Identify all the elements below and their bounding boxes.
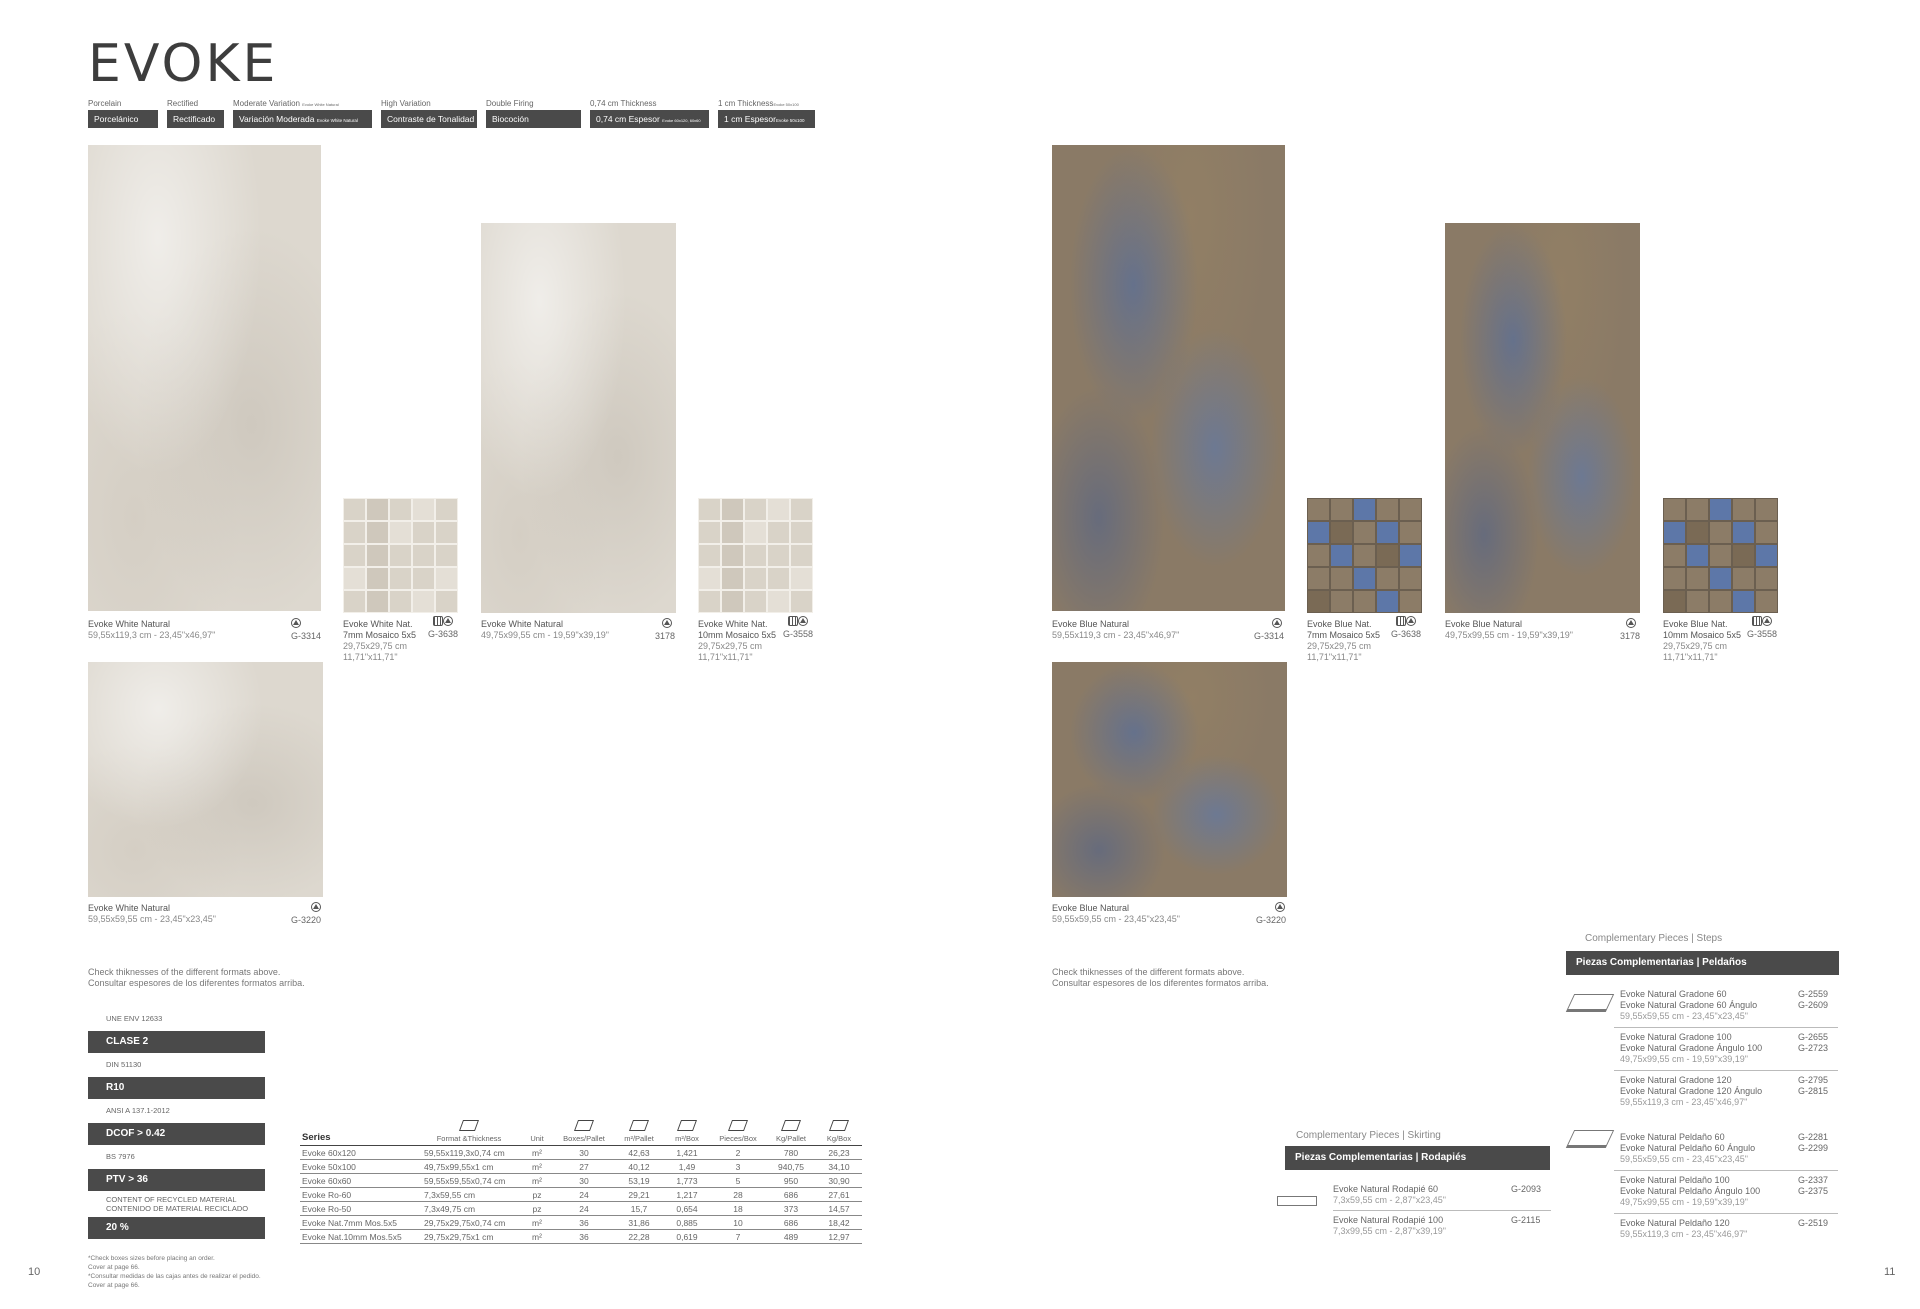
tile-image-blue-60x120	[1052, 145, 1285, 611]
standard-label: BS 7976	[106, 1152, 135, 1161]
table-cell: m²	[520, 1174, 554, 1188]
caption-white-mosaic-7mm: Evoke White Nat. 7mm Mosaico 5x5 29,75x29,75 cm 11,71"x11,71"	[343, 619, 417, 662]
steps-title: Complementary Pieces | Steps	[1585, 933, 1723, 944]
product-code: 3178	[1620, 631, 1641, 641]
rectified-icon	[291, 618, 301, 628]
table-row	[300, 1174, 862, 1188]
caption-blue-60x60: Evoke Blue Natural 59,55x59,55 cm - 23,45"x23,45"	[1052, 903, 1180, 924]
icon-white-50x100	[662, 617, 672, 628]
table-cell: 30	[554, 1174, 614, 1188]
col-header: Format &Thickness	[418, 1120, 520, 1146]
feature-high-variation: High Variation Contraste de Tonalidad	[381, 99, 477, 128]
tile-image-white-60x120	[88, 145, 321, 611]
table-cell: Evoke Nat.7mm Mos.5x5	[300, 1216, 418, 1230]
table-cell: 940,75	[766, 1160, 816, 1174]
skirting-bar: Piezas Complementarias | Rodapiés	[1285, 1146, 1550, 1170]
icon-white-60x60	[311, 901, 321, 912]
step-group: Evoke Natural Gradone 120 Evoke Natural Gradone 120 Ángulo 59,55x119,3 cm - 23,45"x46,97" G-2795 G-2815	[1620, 1075, 1829, 1107]
table-cell: 31,86	[614, 1216, 664, 1230]
standard-label: DIN 51130	[106, 1060, 142, 1069]
page-title: EVOKE	[88, 34, 279, 94]
rectified-icon	[662, 618, 672, 628]
tile-image-white-mosaic-7mm	[343, 498, 458, 613]
table-cell: 24	[554, 1188, 614, 1202]
rectified-icon	[311, 902, 321, 912]
caption-white-mosaic-10mm: Evoke White Nat. 10mm Mosaico 5x5 29,75x29,75 cm 11,71"x11,71"	[698, 619, 777, 662]
icons-white-mosaic-7mm	[433, 615, 453, 626]
table-cell: 1,217	[664, 1188, 710, 1202]
product-code: G-3638	[428, 629, 459, 639]
pallet-boxes-icon	[574, 1120, 594, 1131]
table-cell: 489	[766, 1230, 816, 1244]
table-row	[300, 1146, 862, 1160]
table-cell: m²	[520, 1216, 554, 1230]
table-cell: 7,3x49,75 cm	[418, 1202, 520, 1216]
table-cell: 686	[766, 1216, 816, 1230]
tile-image-blue-50x100	[1445, 223, 1640, 613]
tile-image-blue-mosaic-7mm	[1307, 498, 1422, 613]
table-cell: 7,3x59,55 cm	[418, 1188, 520, 1202]
mosaic-icon	[433, 616, 443, 626]
table-header-row	[300, 1120, 862, 1146]
table-cell: 0,885	[664, 1216, 710, 1230]
rectified-icon	[1272, 618, 1282, 628]
table-cell: 26,23	[816, 1146, 862, 1160]
divider	[1333, 1210, 1551, 1211]
table-cell: 29,75x29,75x0,74 cm	[418, 1216, 520, 1230]
tile-image-white-mosaic-10mm	[698, 498, 813, 613]
badge-slip-class: CLASE 2	[88, 1031, 265, 1053]
divider	[1614, 1070, 1838, 1071]
icon-blue-60x60	[1275, 901, 1285, 912]
table-cell: 49,75x99,55x1 cm	[418, 1160, 520, 1174]
col-header: Kg/Box	[816, 1120, 862, 1146]
table-cell: 34,10	[816, 1160, 862, 1174]
table-cell: 36	[554, 1230, 614, 1244]
table-row	[300, 1188, 862, 1202]
box-pieces-icon	[728, 1120, 748, 1131]
table-cell: 59,55x59,55x0,74 cm	[418, 1174, 520, 1188]
pallet-weight-icon	[781, 1120, 801, 1131]
tile-image-white-50x100	[481, 223, 676, 613]
table-cell: 0,619	[664, 1230, 710, 1244]
feature-thickness-1cm: 1 cm ThicknessEvoke 50x100 1 cm EspesorEvoke 50x100	[718, 99, 815, 128]
col-header: Unit	[520, 1120, 554, 1146]
icons-blue-mosaic-7mm	[1396, 615, 1416, 626]
table-cell: m²	[520, 1230, 554, 1244]
step-group: Evoke Natural Peldaño 60 Evoke Natural Peldaño 60 Ángulo 59,55x59,55 cm - 23,45"x23,45" G-2281 G-2299	[1620, 1132, 1829, 1164]
tile-image-blue-mosaic-10mm	[1663, 498, 1778, 613]
product-code: G-3638	[1391, 629, 1422, 639]
mosaic-icon	[1752, 616, 1762, 626]
table-cell: Evoke 60x60	[300, 1174, 418, 1188]
badge-recycled: 20 %	[88, 1217, 265, 1239]
badge-dcof: DCOF > 0.42	[88, 1123, 265, 1145]
table-cell: 5	[710, 1174, 766, 1188]
col-header: Series	[300, 1120, 418, 1146]
table-cell: 10	[710, 1216, 766, 1230]
caption-blue-mosaic-7mm: Evoke Blue Nat. 7mm Mosaico 5x5 29,75x29,75 cm 11,71"x11,71"	[1307, 619, 1381, 662]
caption-white-60x120: Evoke White Natural 59,55x119,3 cm - 23,45"x46,97"	[88, 619, 216, 640]
table-cell: Evoke 60x120	[300, 1146, 418, 1160]
badge-ptv: PTV > 36	[88, 1169, 265, 1191]
steps-bar: Piezas Complementarias | Peldaños	[1566, 951, 1839, 975]
standard-label: ANSI A 137.1-2012	[106, 1106, 170, 1115]
spec-table	[300, 1120, 862, 1244]
table-cell: 36	[554, 1216, 614, 1230]
divider	[1614, 1027, 1838, 1028]
table-cell: 29,21	[614, 1188, 664, 1202]
table-row	[300, 1202, 862, 1216]
table-cell: 40,12	[614, 1160, 664, 1174]
rectified-icon	[1406, 616, 1416, 626]
table-cell: 18,42	[816, 1216, 862, 1230]
table-cell: m²	[520, 1160, 554, 1174]
table-cell: 686	[766, 1188, 816, 1202]
table-cell: 27,61	[816, 1188, 862, 1202]
caption-blue-50x100: Evoke Blue Natural 49,75x99,55 cm - 19,59"x39,19"	[1445, 619, 1573, 640]
table-cell: 59,55x119,3x0,74 cm	[418, 1146, 520, 1160]
standard-label: UNE ENV 12633	[106, 1014, 163, 1023]
feature-double-firing: Double Firing Biococión	[486, 99, 581, 128]
mosaic-icon	[1396, 616, 1406, 626]
table-cell: 29,75x29,75x1 cm	[418, 1230, 520, 1244]
box-weight-icon	[829, 1120, 849, 1131]
gradone-icon	[1566, 994, 1614, 1012]
table-cell: 373	[766, 1202, 816, 1216]
col-header: Pieces/Box	[710, 1120, 766, 1146]
rectified-icon	[1626, 618, 1636, 628]
icons-blue-mosaic-10mm	[1752, 615, 1772, 626]
product-code: G-3220	[1256, 915, 1287, 925]
product-code: G-3558	[783, 629, 814, 639]
table-cell: 42,63	[614, 1146, 664, 1160]
feature-moderate-variation: Moderate Variation Evoke White Natural Variación Moderada Evoke White Natural	[233, 99, 372, 128]
code-white-60x120	[291, 617, 301, 628]
table-cell: Evoke Ro-50	[300, 1202, 418, 1216]
icon-blue-50x100	[1626, 617, 1636, 628]
caption-blue-60x120: Evoke Blue Natural 59,55x119,3 cm - 23,45"x46,97"	[1052, 619, 1180, 640]
table-cell: 1,773	[664, 1174, 710, 1188]
col-header: m²/Pallet	[614, 1120, 664, 1146]
table-cell: Evoke Ro-60	[300, 1188, 418, 1202]
table-cell: 24	[554, 1202, 614, 1216]
skirting-item: Evoke Natural Rodapié 60 7,3x59,55 cm - 2,87"x23,45" G-2093	[1333, 1184, 1542, 1205]
product-code: G-3314	[1254, 631, 1285, 641]
table-cell: 12,97	[816, 1230, 862, 1244]
table-cell: 53,19	[614, 1174, 664, 1188]
col-header: m²/Box	[664, 1120, 710, 1146]
tile-image-blue-60x60	[1052, 662, 1287, 897]
divider	[1614, 1213, 1838, 1214]
table-row	[300, 1216, 862, 1230]
rectified-icon	[798, 616, 808, 626]
feature-rectified: Rectified Rectificado	[167, 99, 224, 128]
col-header: Boxes/Pallet	[554, 1120, 614, 1146]
table-cell: 22,28	[614, 1230, 664, 1244]
table-cell: Evoke 50x100	[300, 1160, 418, 1174]
page-number-right: 11	[1884, 1266, 1896, 1278]
table-cell: 30	[554, 1146, 614, 1160]
caption-blue-mosaic-10mm: Evoke Blue Nat. 10mm Mosaico 5x5 29,75x29,75 cm 11,71"x11,71"	[1663, 619, 1742, 662]
step-group: Evoke Natural Gradone 60 Evoke Natural Gradone 60 Ángulo 59,55x59,55 cm - 23,45"x23,45" G-2559 G-2609	[1620, 989, 1829, 1021]
table-cell: 950	[766, 1174, 816, 1188]
icons-white-mosaic-10mm	[788, 615, 808, 626]
table-cell: 14,57	[816, 1202, 862, 1216]
table-cell: 7	[710, 1230, 766, 1244]
product-code: G-3314	[291, 631, 322, 641]
divider	[1614, 1170, 1838, 1171]
product-code: 3178	[655, 631, 676, 641]
table-cell: 2	[710, 1146, 766, 1160]
table-cell: pz	[520, 1202, 554, 1216]
skirting-title: Complementary Pieces | Skirting	[1296, 1130, 1441, 1141]
footnotes: *Check boxes sizes before placing an order. Cover at page 66. *Consultar medidas de las cajas antes de realizar el pedido. Cover at page 66.	[88, 1255, 261, 1289]
table-cell: 18	[710, 1202, 766, 1216]
table-row	[300, 1160, 862, 1174]
rectified-icon	[1762, 616, 1772, 626]
feature-thickness-074: 0,74 cm Thickness 0,74 cm Espesor Evoke 60x120, 60x60	[590, 99, 709, 128]
thickness-note-left: Check thiknesses of the different formats above. Consultar espesores de los diferentes formatos arriba.	[88, 967, 305, 988]
table-cell: 27	[554, 1160, 614, 1174]
skirting-icon	[1277, 1196, 1317, 1206]
tile-image-white-60x60	[88, 662, 323, 897]
rectified-icon	[443, 616, 453, 626]
table-cell: 1,421	[664, 1146, 710, 1160]
table-cell: Evoke Nat.10mm Mos.5x5	[300, 1230, 418, 1244]
caption-white-60x60: Evoke White Natural 59,55x59,55 cm - 23,45"x23,45"	[88, 903, 216, 924]
product-code: G-3220	[291, 915, 322, 925]
peldano-icon	[1566, 1130, 1614, 1148]
thickness-note-right: Check thiknesses of the different formats above. Consultar espesores de los diferentes formatos arriba.	[1052, 967, 1269, 988]
mosaic-icon	[788, 616, 798, 626]
standard-recycled: CONTENT OF RECYCLED MATERIAL CONTENIDO DE MATERIAL RECICLADO	[106, 1195, 249, 1213]
table-cell: 28	[710, 1188, 766, 1202]
table-cell: 30,90	[816, 1174, 862, 1188]
caption-white-50x100: Evoke White Natural 49,75x99,55 cm - 19,59"x39,19"	[481, 619, 609, 640]
table-cell: 3	[710, 1160, 766, 1174]
step-group: Evoke Natural Peldaño 120 59,55x119,3 cm - 23,45"x46,97" G-2519	[1620, 1218, 1829, 1239]
table-cell: 15,7	[614, 1202, 664, 1216]
pallet-area-icon	[629, 1120, 649, 1131]
table-cell: 0,654	[664, 1202, 710, 1216]
table-cell: pz	[520, 1188, 554, 1202]
step-group: Evoke Natural Gradone 100 Evoke Natural Gradone Ángulo 100 49,75x99,55 cm - 19,59"x39,19" G-2655 G-2723	[1620, 1032, 1829, 1064]
page-number-left: 10	[28, 1266, 41, 1278]
box-area-icon	[677, 1120, 697, 1131]
table-cell: m²	[520, 1146, 554, 1160]
skirting-item: Evoke Natural Rodapié 100 7,3x99,55 cm - 2,87"x39,19" G-2115	[1333, 1215, 1541, 1236]
table-cell: 1,49	[664, 1160, 710, 1174]
rectified-icon	[1275, 902, 1285, 912]
product-code: G-3558	[1747, 629, 1778, 639]
format-icon	[459, 1120, 479, 1131]
table-row	[300, 1230, 862, 1244]
feature-porcelain: Porcelain Porcelánico	[88, 99, 158, 128]
table-cell: 780	[766, 1146, 816, 1160]
badge-r10: R10	[88, 1077, 265, 1099]
icon-blue-60x120	[1272, 617, 1282, 628]
col-header: Kg/Pallet	[766, 1120, 816, 1146]
step-group: Evoke Natural Peldaño 100 Evoke Natural Peldaño Ángulo 100 49,75x99,55 cm - 19,59"x39,19" G-2337 G-2375	[1620, 1175, 1829, 1207]
